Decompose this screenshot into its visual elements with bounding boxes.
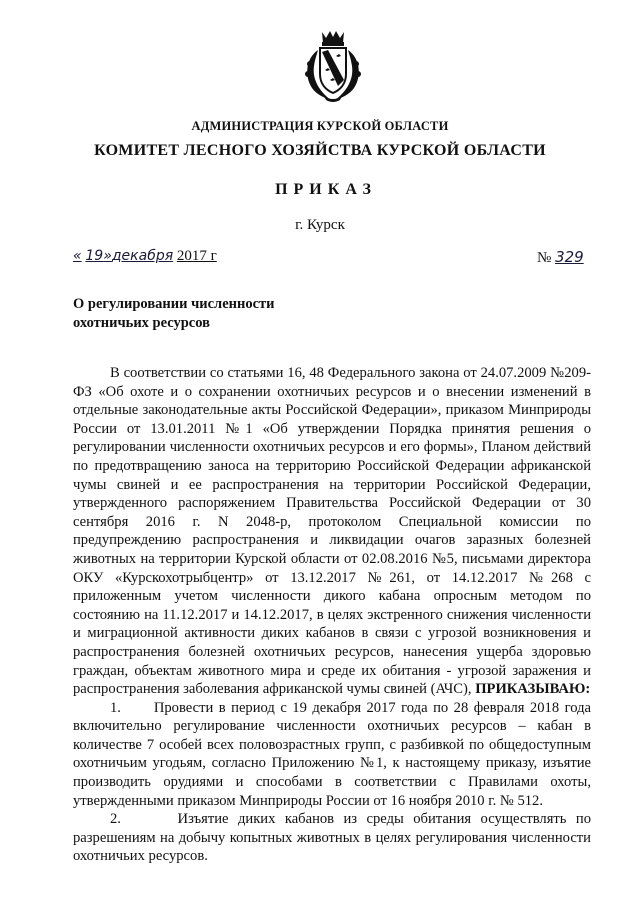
date-quote-close: »: [103, 248, 112, 264]
subject-line-2: охотничьих ресурсов: [73, 315, 210, 331]
date-quote-open: «: [73, 248, 82, 264]
item-1-text: Провести в период с 19 декабря 2017 года по 28 февраля 2018 года включительно регулирование численности охотничьих ресурсов – кабан в количестве 7 особей всех половозрастных групп, с разбивкой по общедоступным охотничьим угодьям, согласно Приложению №1, к настоящему приказу, изъятие производить орудиями и способами в соответствии с Правилами охоты, утвержденными приказом Минприроды России от 16 ноября 2010 г. № 512.: [73, 699, 591, 809]
document-number: [537, 248, 584, 267]
item-2-number: 2.: [110, 811, 121, 828]
order-word: ПРИКАЗЫВАЮ:: [475, 681, 591, 698]
date-year: 2017 г: [176, 248, 217, 264]
preamble-paragraph: [73, 364, 591, 699]
item-1-number: 1.: [110, 699, 121, 716]
order-body: [73, 364, 591, 866]
preamble-text: В соответствии со статьями 16, 48 Федерального закона от 24.07.2009 №209-ФЗ «Об охоте и о сохранении охотничьих ресурсов и о внесении изменений в отдельные законодательные акты Российской Федерации», приказом Минприроды России от 13.01.2011 №1 «Об утверждении Порядка принятия решения о регулировании численности охотничьих ресурсов и его формы», Планом действий по предотвращению заноса на территорию Российской Федерации африканской чумы свиней и ее распространения на территории Российской Федерации, утвержденного распоряжением Правительства Российской Федерации от 30 сентября 2016 г. N 2048-р, протоколом Специальной комиссии по предупреждению распространения и ликвидации очагов заразных болезней животных на территории Курской области от 02.08.2016 №5, письмами директора ОКУ «Курскохотрыбцентр» от 13.12.2017 №261, от 14.12.2017 №268 с приложенным учетом численности дикого кабана опросным методом по состоянию на 11.12.2017 и 14.12.2017, в целях экстренного снижения численности и миграционной активности диких кабанов в связи с угрозой возникновения и распространения болезней охотничьих ресурсов, нанесения ущерба здоровью граждан, объектам животного мира и среде их обитания - угрозой заражения и распространения заболевания африканской чумы свиней (АЧС),: [73, 365, 591, 698]
item-2-text: Изъятие диких кабанов из среды обитания осуществлять по разрешениям на добычу копытных животных в целях регулирования численности охотничьих ресурсов.: [73, 811, 591, 865]
number-value: 329: [555, 248, 584, 266]
administration-heading: АДМИНИСТРАЦИЯ КУРСКОЙ ОБЛАСТИ: [191, 119, 449, 133]
order-subject: [73, 295, 275, 333]
date-month: декабря: [111, 248, 174, 264]
document-type-title: ПРИКАЗ: [275, 181, 377, 198]
city-label: г. Курск: [295, 217, 345, 233]
committee-heading: КОМИТЕТ ЛЕСНОГО ХОЗЯЙСТВА КУРСКОЙ ОБЛАСТИ: [94, 142, 546, 159]
number-prefix: №: [537, 250, 552, 266]
coat-of-arms-emblem: [298, 28, 368, 104]
order-item-1: [73, 699, 591, 811]
subject-line-1: О регулировании численности: [73, 296, 275, 312]
document-date: [73, 248, 217, 265]
order-item-2: [73, 810, 591, 866]
date-day: 19: [85, 248, 104, 264]
